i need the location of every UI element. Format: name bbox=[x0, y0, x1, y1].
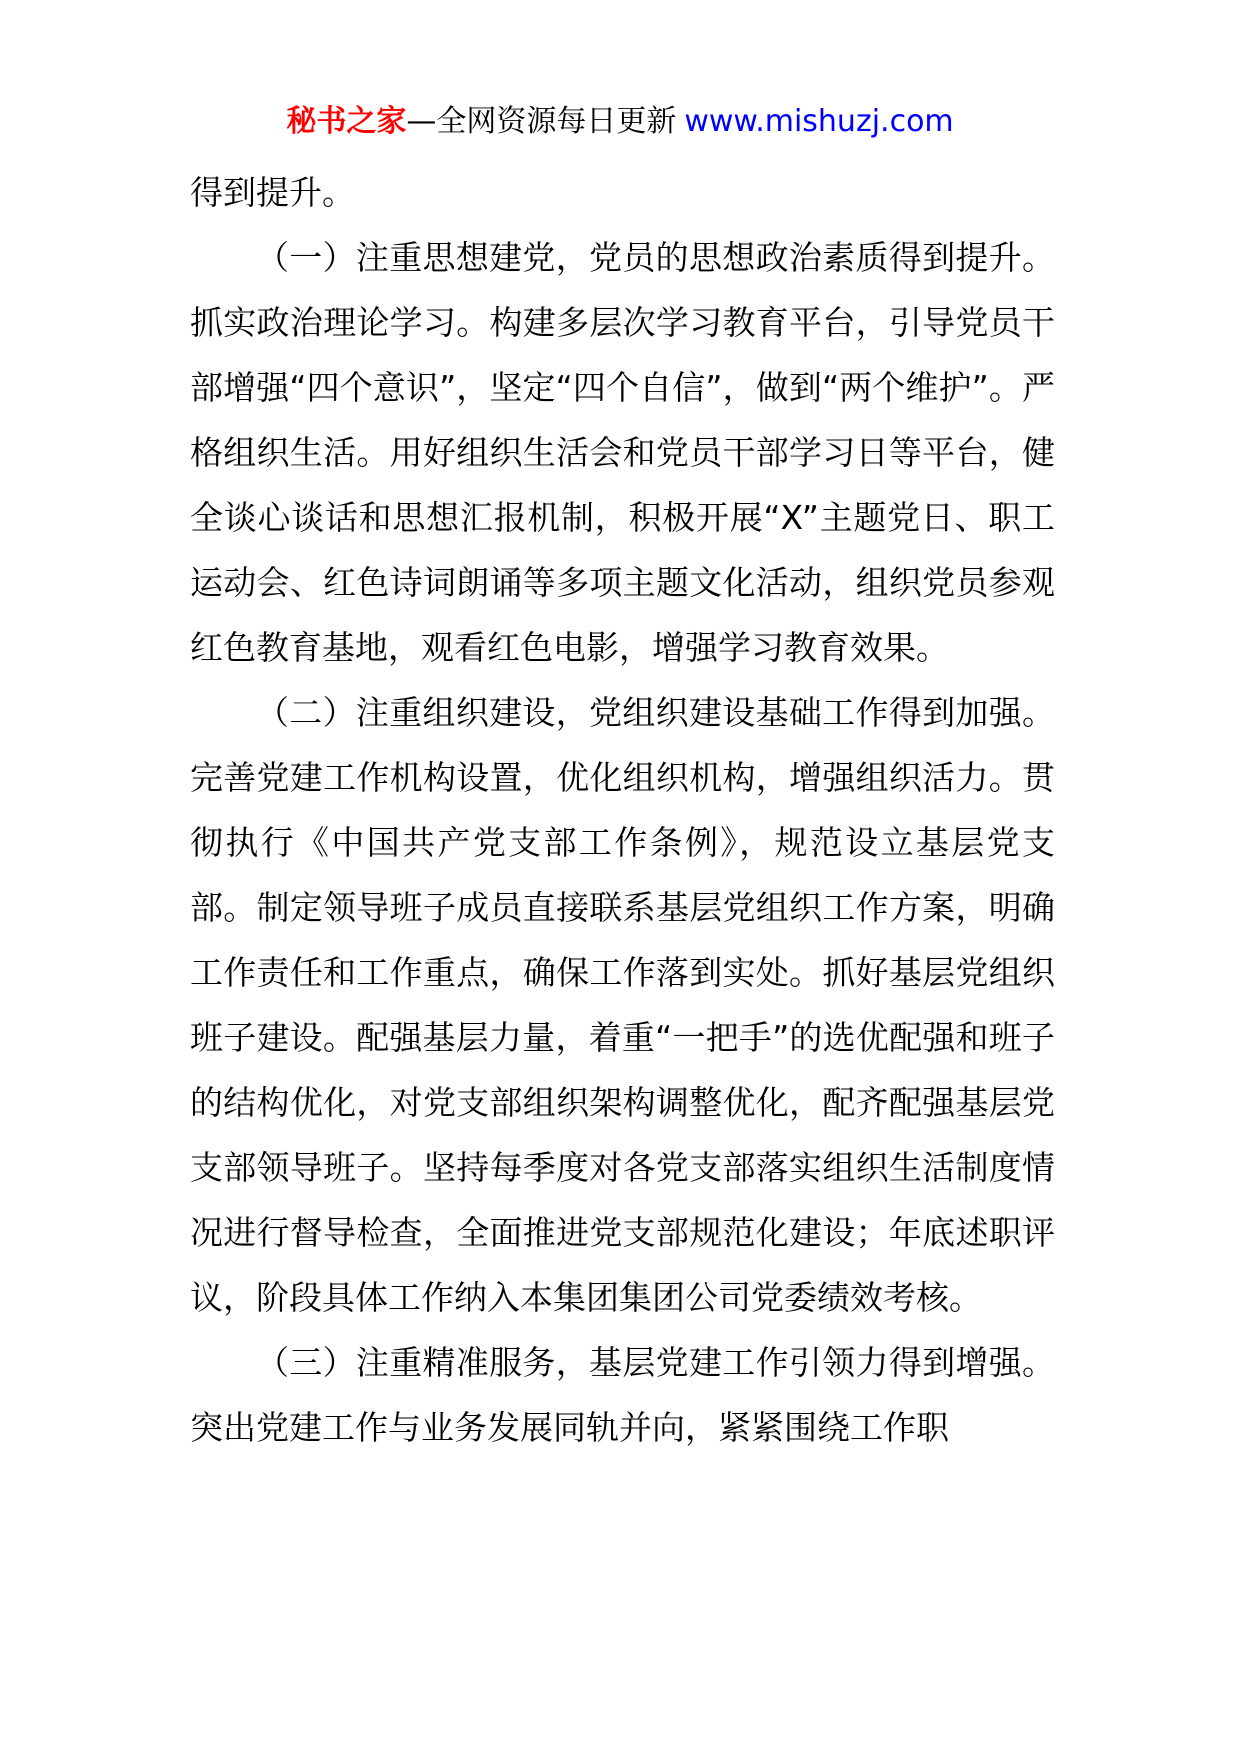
paragraph-section-3: （三）注重精准服务，基层党建工作引领力得到增强。突出党建工作与业务发展同轨并向，紧紧围绕工作职 bbox=[190, 1343, 1055, 1447]
document-body bbox=[190, 160, 1055, 1460]
paragraph-continuation: 得到提升。 bbox=[190, 173, 355, 212]
header-tagline: —全网资源每日更新 bbox=[406, 104, 677, 139]
brand-name: 秘书之家 bbox=[286, 104, 407, 139]
website-link[interactable]: www.mishuzj.com bbox=[684, 104, 954, 139]
paragraph-section-1: （一）注重思想建党，党员的思想政治素质得到提升。抓实政治理论学习。构建多层次学习教育平台，引导党员干部增强“四个意识”，坚定“四个自信”，做到“两个维护”。严格组织生活。用好组织生活会和党员干部学习日等平台，健全谈心谈话和思想汇报机制，积极开展“X”主题党日、职工运动会、红色诗词朗诵等多项主题文化活动，组织党员参观红色教育基地，观看红色电影，增强学习教育效果。 bbox=[190, 238, 1055, 667]
paragraph-section-2: （二）注重组织建设，党组织建设基础工作得到加强。完善党建工作机构设置，优化组织机构，增强组织活力。贯彻执行《中国共产党支部工作条例》，规范设立基层党支部。制定领导班子成员直接联系基层党组织工作方案，明确工作责任和工作重点，确保工作落到实处。抓好基层党组织班子建设。配强基层力量，着重“一把手”的选优配强和班子的结构优化，对党支部组织架构调整优化，配齐配强基层党支部领导班子。坚持每季度对各党支部落实组织生活制度情况进行督导检查，全面推进党支部规范化建设；年底述职评议，阶段具体工作纳入本集团集团公司党委绩效考核。 bbox=[190, 693, 1055, 1317]
page-header bbox=[0, 100, 1240, 144]
